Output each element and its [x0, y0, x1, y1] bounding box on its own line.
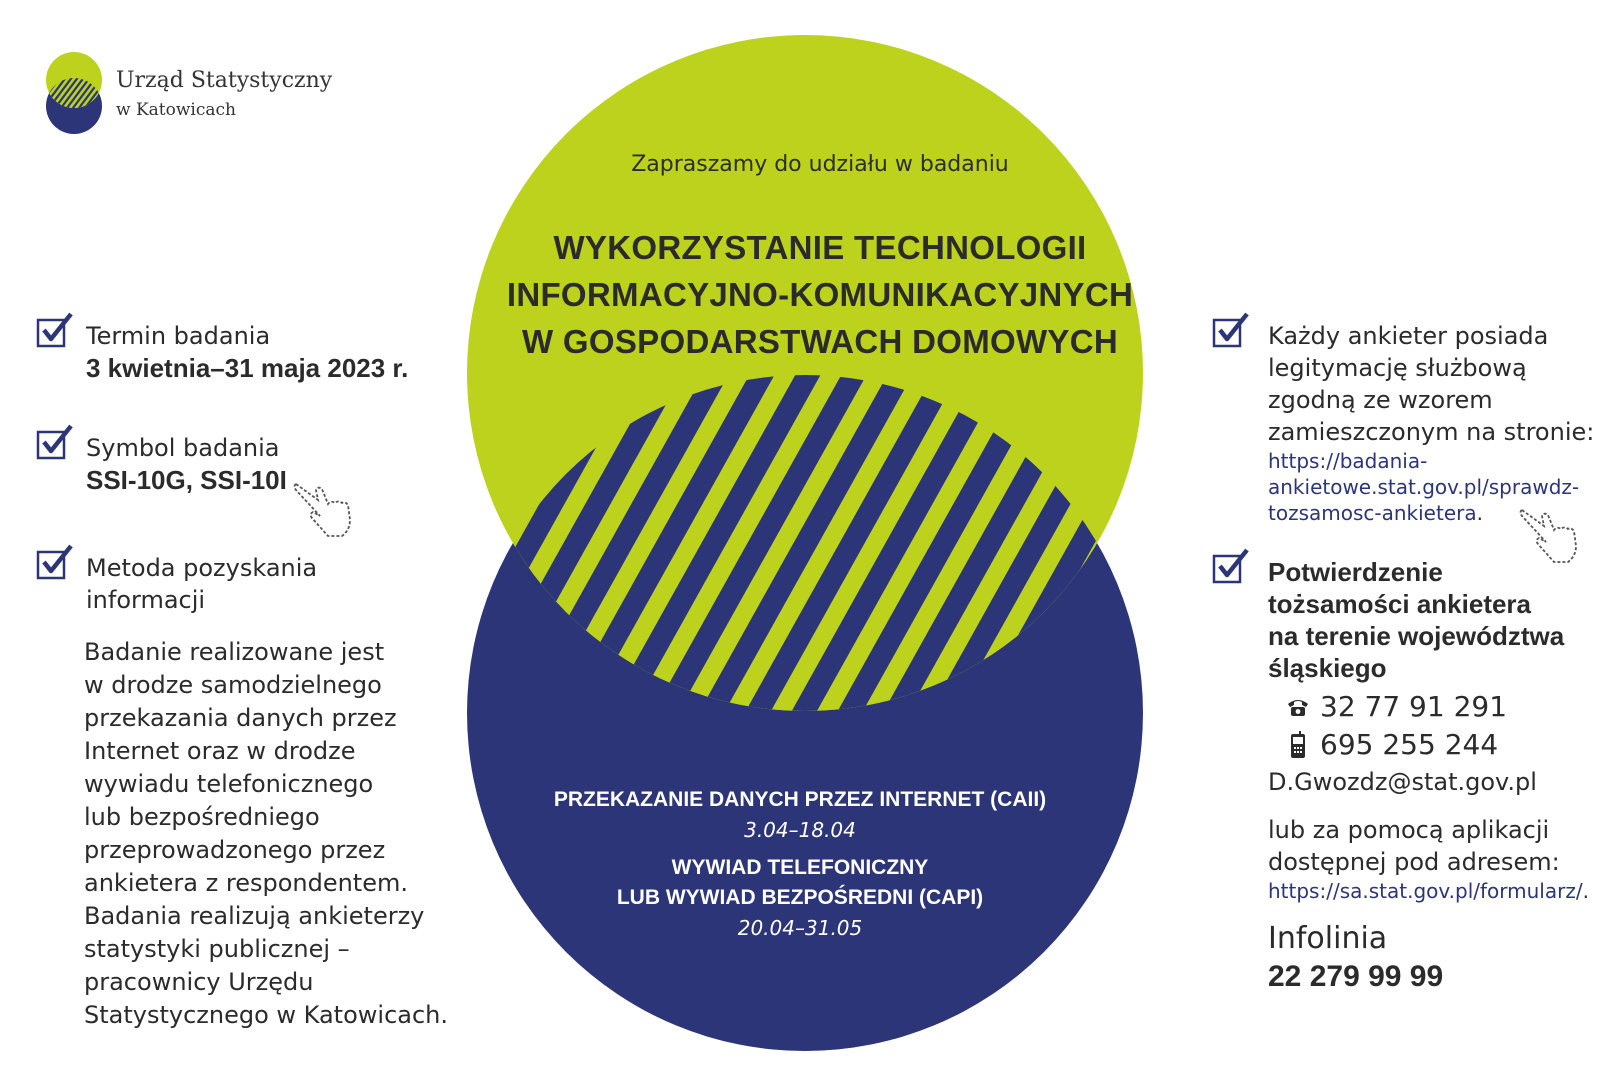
confirm-heading: Potwierdzenie	[1268, 557, 1443, 587]
title-line: WYKORZYSTANIE TECHNOLOGII	[553, 229, 1087, 266]
id-line: zamieszczonym na stronie:	[1268, 418, 1595, 446]
symbol-value: SSI-10G, SSI-10I	[86, 465, 287, 495]
link-suffix: .	[1476, 501, 1483, 525]
term-section	[86, 320, 408, 384]
link-line: ankietowe.stat.gov.pl/sprawdz-	[1268, 475, 1580, 499]
confirm-heading: śląskiego	[1268, 653, 1387, 683]
desc-line: przeprowadzonego przez	[84, 836, 386, 864]
app-link[interactable]: https://sa.stat.gov.pl/formularz/	[1268, 879, 1583, 903]
app-link-suffix: .	[1582, 879, 1589, 903]
term-value: 3 kwietnia–31 maja 2023 r.	[86, 353, 409, 383]
desc-line: wywiadu telefonicznego	[84, 770, 374, 798]
link-line: tozsamosc-ankietera	[1268, 501, 1477, 525]
confirm-section	[1268, 556, 1589, 904]
phone-row	[1286, 688, 1589, 726]
method-section	[86, 552, 317, 616]
desc-line: statystyki publicznej –	[84, 935, 350, 963]
desc-line: lub bezpośredniego	[84, 803, 320, 831]
method-label: Metoda pozyskania	[86, 554, 318, 582]
link-line: https://badania-	[1268, 449, 1428, 473]
confirm-heading: tożsamości ankietera	[1268, 589, 1532, 619]
app-text: lub za pomocą aplikacji	[1268, 816, 1550, 844]
hotline-section	[1268, 920, 1443, 996]
title-line: INFORMACYJNO-KOMUNIKACYJNYCH	[506, 276, 1134, 313]
email[interactable]: D.Gwozdz@stat.gov.pl	[1268, 768, 1537, 796]
method-capi-label-2: LUB WYWIAD BEZPOŚREDNI (CAPI)	[616, 886, 984, 909]
pointing-hand-icon	[292, 474, 354, 540]
desc-line: w drodze samodzielnego	[84, 671, 382, 699]
id-line: legitymację służbową	[1268, 354, 1527, 382]
hotline-number[interactable]: 22 279 99 99	[1268, 960, 1444, 993]
mobile-row	[1286, 726, 1589, 764]
mobile-number[interactable]: 695 255 244	[1320, 728, 1499, 761]
checkbox-checked-icon	[36, 422, 74, 460]
desc-line: Internet oraz w drodze	[84, 737, 356, 765]
hotline-label: Infolinia	[1268, 921, 1388, 956]
desc-line: ankietera z respondentem.	[84, 869, 408, 897]
id-line: zgodną ze wzorem	[1268, 386, 1493, 414]
telephone-icon	[1286, 696, 1310, 718]
logo-name: Urząd Statystyczny	[116, 68, 333, 93]
desc-line: pracownicy Urzędu	[84, 968, 314, 996]
title-line: W GOSPODARSTWACH DOMOWYCH	[522, 323, 1118, 360]
method-label: informacji	[86, 586, 206, 614]
survey-invite: Zapraszamy do udziału w badaniu	[631, 152, 1009, 177]
confirm-heading: na terenie województwa	[1268, 621, 1565, 651]
checkbox-checked-icon	[1212, 546, 1250, 584]
method-capi-label: WYWIAD TELEFONICZNY	[671, 856, 929, 879]
method-description	[84, 636, 448, 1032]
desc-line: Badanie realizowane jest	[84, 638, 385, 666]
survey-title	[470, 224, 1170, 365]
checkbox-checked-icon	[1212, 310, 1250, 348]
method-capi-dates: 20.04–31.05	[737, 916, 863, 940]
survey-methods	[500, 785, 1100, 951]
app-text: dostępnej pod adresem:	[1268, 848, 1560, 876]
desc-line: Badania realizują ankieterzy	[84, 902, 425, 930]
symbol-label: Symbol badania	[86, 434, 280, 462]
logo-city: w Katowicach	[116, 100, 236, 120]
checkbox-checked-icon	[36, 310, 74, 348]
checkbox-checked-icon	[36, 542, 74, 580]
desc-line: przekazania danych przez	[84, 704, 397, 732]
method-caii-label: PRZEKAZANIE DANYCH PRZEZ INTERNET (CAII)	[553, 788, 1047, 811]
method-caii-dates: 3.04–18.04	[744, 818, 856, 842]
id-line: Każdy ankieter posiada	[1268, 322, 1549, 350]
mobile-phone-icon	[1286, 731, 1310, 759]
symbol-section	[86, 432, 287, 496]
phone-number[interactable]: 32 77 91 291	[1320, 690, 1508, 723]
desc-line: Statystycznego w Katowicach.	[84, 1001, 449, 1029]
id-card-section	[1268, 320, 1594, 526]
term-label: Termin badania	[86, 322, 271, 350]
